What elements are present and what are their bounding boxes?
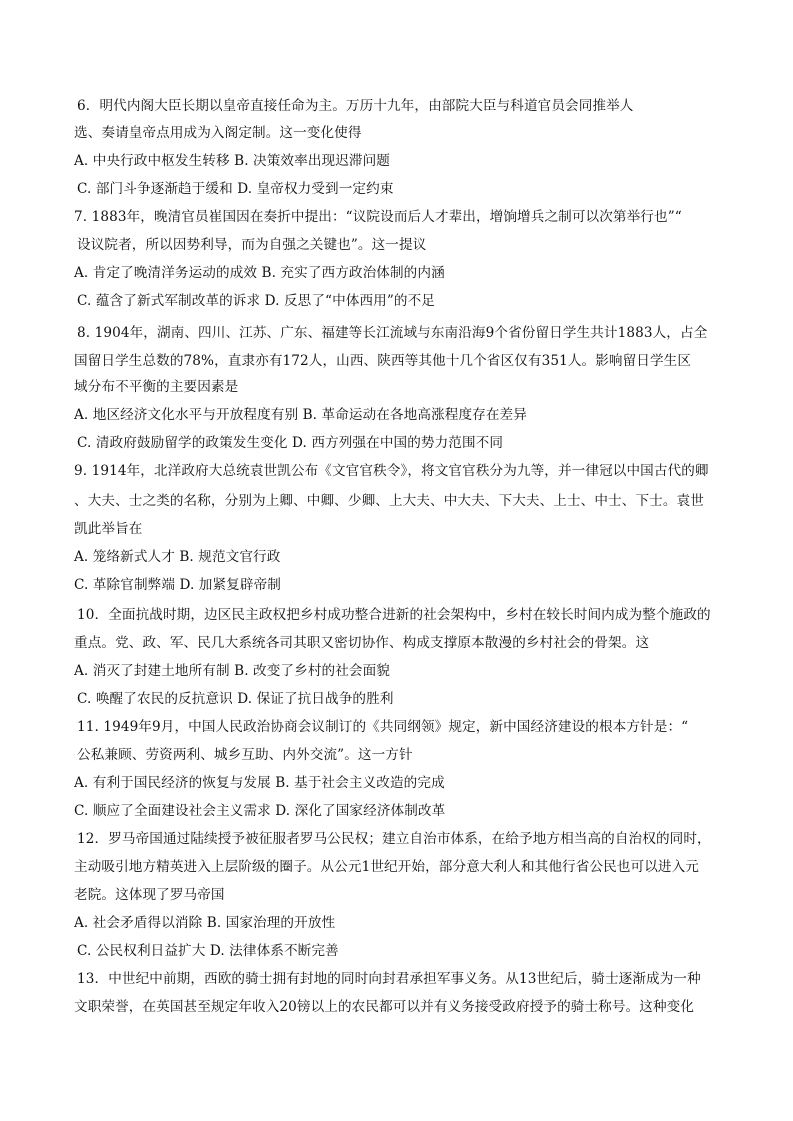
question-11-option-ab: A. 有利于国民经济的恢复与发展 B. 基于社会主义改造的完成 [74, 775, 445, 791]
question-12-option-cd: C. 公民权利日益扩大 D. 法律体系不断完善 [77, 943, 339, 959]
question-8-option-cd: C. 清政府鼓励留学的政策发生变化 D. 西方列强在中国的势力范围不同 [77, 435, 504, 451]
question-13-stem-line-2: 文职荣誉，在英国甚至规定年收入20镑以上的农民都可以并有义务接受政府授予的骑士称号。这种变化 [74, 999, 695, 1015]
question-7-option-cd: C. 蕴含了新式军制改革的诉求 D. 反思了“中体西用”的不足 [77, 293, 435, 309]
question-11-stem-line-1: 11. 1949年9月，中国人民政治协商会议制订的《共同纲领》规定，新中国经济建设的根本方针是：“ [77, 719, 689, 735]
question-6-option-ab: A. 中央行政中枢发生转移 B. 决策效率出现迟滞问题 [74, 153, 390, 169]
question-7-option-ab: A. 肯定了晚清洋务运动的成效 B. 充实了西方政治体制的内涵 [74, 265, 445, 281]
question-9-option-ab: A. 笼络新式人才 B. 规范文官行政 [74, 549, 281, 565]
question-8-stem-line-1: 8. 1904年，湖南、四川、江苏、广东、福建等长江流域与东南沿海9个省份留日学生共计1883人，占全 [77, 325, 708, 341]
question-10-option-ab: A. 消灭了封建土地所有制 B. 改变了乡村的社会面貌 [74, 663, 390, 679]
question-9-stem-line-2: 、大夫、士之类的名称，分别为上卿、中卿、少卿、上大夫、中大夫、下大夫、上士、中士、下士。袁世 [74, 493, 704, 509]
question-13-stem-line-1: 13．中世纪中前期，西欧的骑士拥有封地的同时向封君承担军事义务。从13世纪后，骑士逐渐成为一种 [77, 971, 701, 987]
question-10-stem-line-2: 重点。党、政、军、民几大系统各司其职又密切协作、构成支撑原本散漫的乡村社会的骨架。这 [74, 635, 650, 651]
question-8-stem-line-2: 国留日学生总数的78%，直隶亦有172人，山西、陕西等其他十几个省区仅有351人。影响留日学生区 [74, 353, 692, 369]
question-12-option-ab: A. 社会矛盾得以消除 B. 国家治理的开放性 [74, 915, 336, 931]
question-6-option-cd: C. 部门斗争逐渐趋于缓和 D. 皇帝权力受到一定约束 [77, 181, 394, 197]
question-12-stem-line-2: 主动吸引地方精英进入上层阶级的圈子。从公元1世纪开始，部分意大利人和其他行省公民也可以进入元 [74, 859, 699, 875]
question-9-stem-line-1: 9. 1914年，北洋政府大总统袁世凯公布《文官官秩令》，将文官官秩分为九等，并一律冠以中国古代的卿 [74, 463, 709, 479]
question-12-stem-line-3: 老院。这体现了罗马帝国 [74, 887, 225, 903]
question-9-option-cd: C. 革除官制弊端 D. 加紧复辟帝制 [74, 577, 281, 593]
question-12-stem-line-1: 12．罗马帝国通过陆续授予被征服者罗马公民权；建立自治市体系，在给予地方相当高的自治权的同时， [77, 831, 711, 847]
question-8-stem-line-3: 域分布不平衡的主要因素是 [74, 379, 239, 395]
question-10-option-cd: C. 唤醒了农民的反抗意识 D. 保证了抗日战争的胜利 [77, 691, 394, 707]
question-9-stem-line-3: 凯此举旨在 [74, 521, 143, 537]
question-11-stem-line-2: 公私兼顾、劳资两利、城乡互助、内外交流”。这一方针 [77, 747, 413, 763]
question-8-option-ab: A. 地区经济文化水平与开放程度有别 B. 革命运动在各地高涨程度存在差异 [74, 407, 527, 423]
question-6-stem-line-1: 6．明代内阁大臣长期以皇帝直接任命为主。万历十九年，由部院大臣与科道官员会同推举人 [77, 98, 634, 114]
question-7-stem-line-2: 设议院者，所以因势利导，而为自强之关键也”。这一提议 [77, 237, 427, 253]
question-10-stem-line-1: 10．全面抗战时期，边区民主政权把乡村成功整合进新的社会架构中，乡村在较长时间内成为整个施政的 [77, 607, 711, 623]
question-7-stem-line-1: 7. 1883年，晚清官员崔国因在奏折中提出：“议院设而后人才辈出，增饷增兵之制可以次第举行也”“ [74, 209, 682, 225]
question-11-option-cd: C. 顺应了全面建设社会主义需求 D. 深化了国家经济体制改革 [74, 803, 446, 819]
question-6-stem-line-2: 选、奏请皇帝点用成为入阁定制。这一变化使得 [74, 125, 362, 141]
